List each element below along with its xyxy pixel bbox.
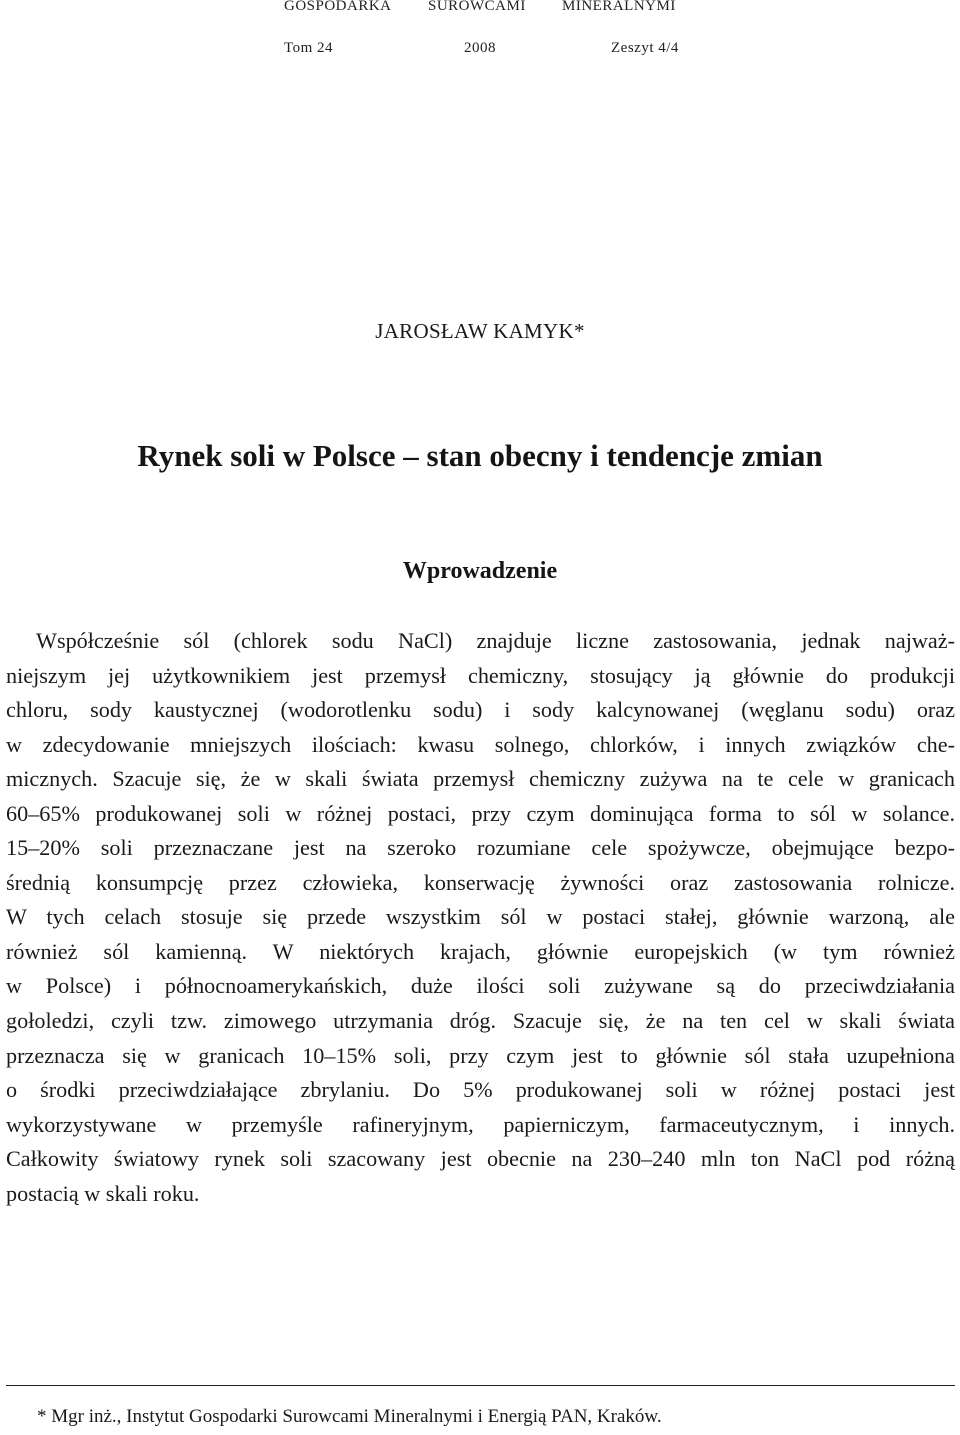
journal-year: 2008 [464,40,496,56]
paragraph-line: Całkowity światowy rynek soli szacowany jest obecnie na 230–240 mln ton NaCl pod różną [6,1146,955,1172]
footnote-divider [6,1385,955,1386]
journal-name-part-2: SUROWCAMI [428,0,526,14]
author-affiliation-footnote: * Mgr inż., Instytut Gospodarki Surowcami Mineralnymi i Energią PAN, Kraków. [37,1406,662,1427]
journal-volume: Tom 24 [284,40,334,56]
paragraph-line: w zdecydowanie mniejszych ilościach: kwasu solnego, chlorków, i innych związków che- [6,731,955,757]
paper-title: Rynek soli w Polsce – stan obecny i tendencje zmian [137,438,823,473]
journal-issue-info [284,40,684,60]
paragraph-line: średnią konsumpcję przez człowieka, konserwację żywności oraz zastosowania rolnicze. [6,869,955,895]
paragraph-line: postacią w skali roku. [6,1180,200,1206]
journal-name [284,0,684,18]
paragraph-line: niejszym jej użytkownikiem jest przemysł chemiczny, stosujący ją głównie do produkcji [6,662,955,688]
body-paragraph [6,624,955,1211]
paragraph-line: chloru, sody kaustycznej (wodorotlenku sodu) i sody kalcynowanej (węglanu sodu) oraz [6,697,955,723]
paragraph-line: 60–65% produkowanej soli w różnej postaci, przy czym dominująca forma to sól w solance. [6,800,955,826]
paragraph-line: wykorzystywane w przemyśle rafineryjnym, papierniczym, farmaceutycznym, i innych. [6,1111,955,1137]
author-name: JAROSŁAW KAMYK* [375,319,585,343]
paragraph-line: również sól kamienną. W niektórych krajach, głównie europejskich (w tym również [6,938,955,964]
paragraph-line: przeznacza się w granicach 10–15% soli, przy czym jest to głównie sól stała uzupełniona [6,1042,955,1068]
journal-name-part-3: MINERALNYMI [562,0,676,14]
journal-name-part-1: GOSPODARKA [284,0,392,14]
section-heading: Wprowadzenie [402,558,558,584]
paragraph-line: Współcześnie sól (chlorek sodu NaCl) znajduje liczne zastosowania, jednak najważ- [36,628,955,653]
paragraph-line: o środki przeciwdziałające zbrylaniu. Do 5% produkowanej soli w różnej postaci jest [6,1077,955,1103]
journal-issue: Zeszyt 4/4 [611,40,679,56]
paragraph-line: W tych celach stosuje się przede wszystkim sól w postaci stałej, głównie warzoną, ale [6,904,955,930]
paragraph-line: micznych. Szacuje się, że w skali świata przemysł chemiczny zużywa na te cele w granicach [6,766,955,792]
paragraph-line: w Polsce) i północnoamerykańskich, duże ilości soli zużywane są do przeciwdziałania [6,973,955,999]
paragraph-line: gołoledzi, czyli tzw. zimowego utrzymania dróg. Szacuje się, że na ten cel w skali świata [6,1008,955,1034]
paragraph-line: 15–20% soli przeznaczane jest na szeroko rozumiane cele spożywcze, obejmujące bezpo- [6,835,955,861]
